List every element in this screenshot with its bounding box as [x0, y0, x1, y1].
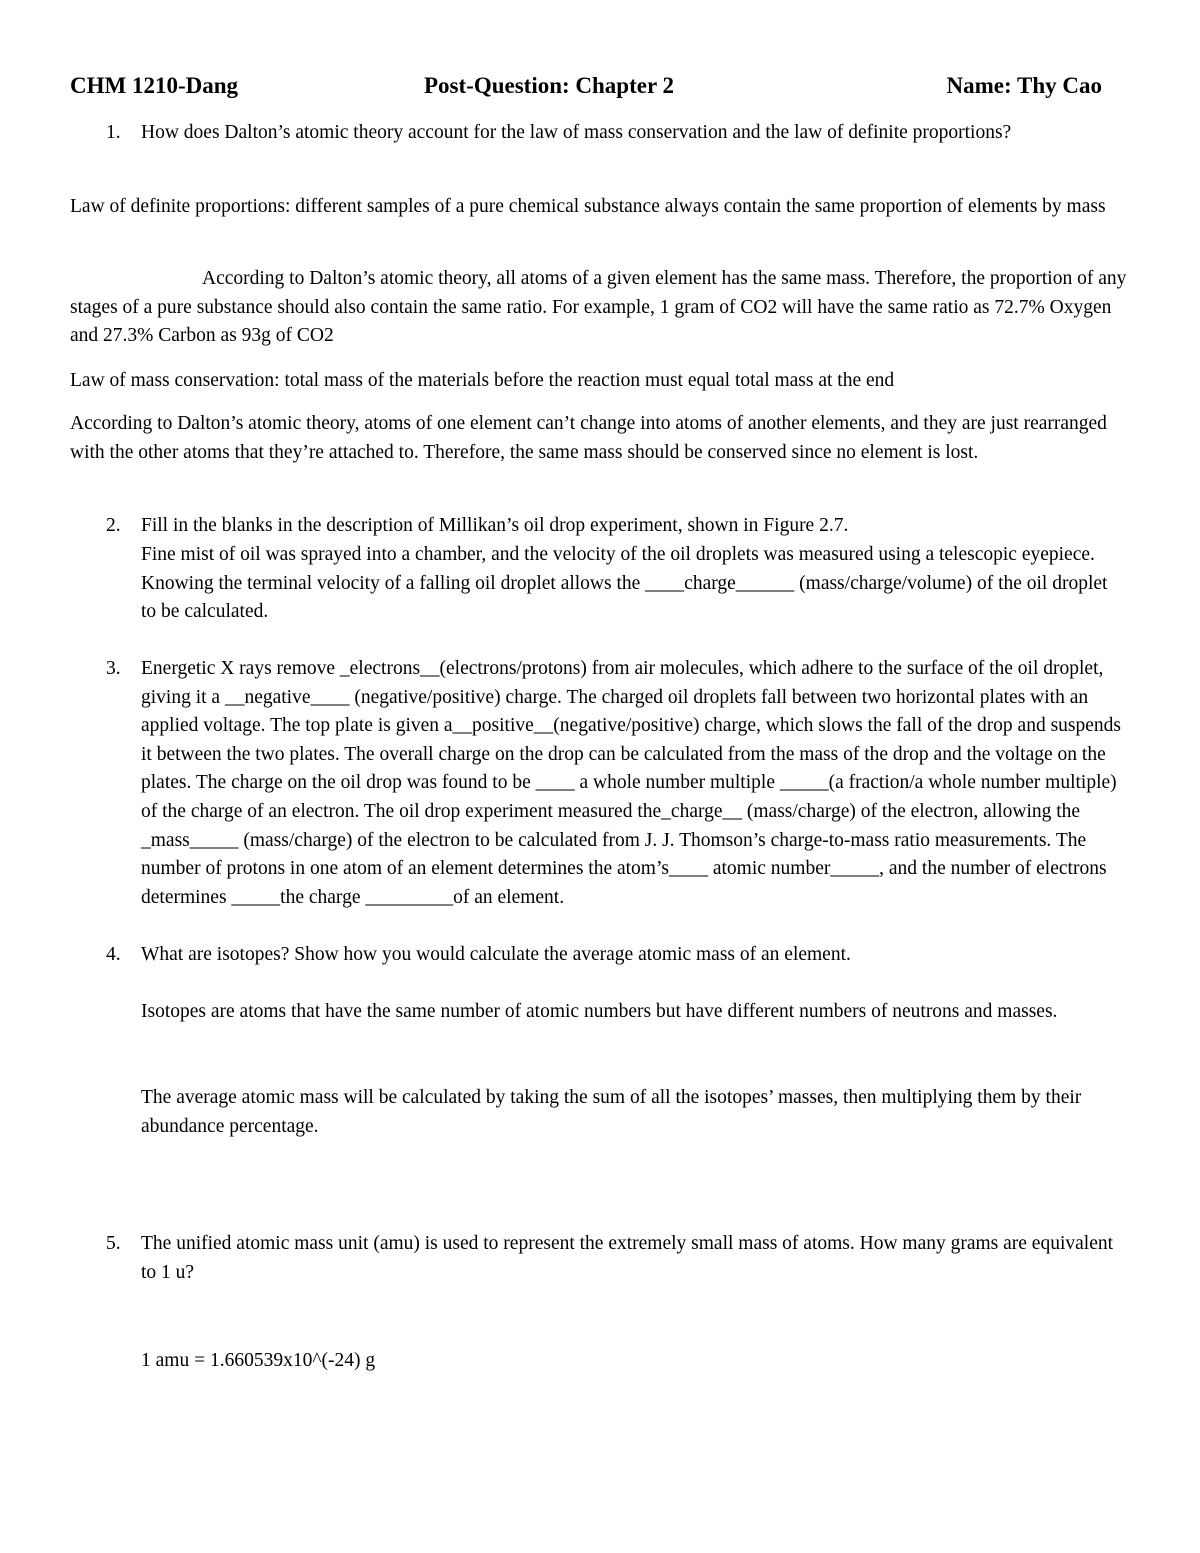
mass-conservation-definition: Law of mass conservation: total mass of the materials before the reaction must equal total mass at the end — [70, 370, 895, 391]
definite-proportions-answer: According to Dalton’s atomic theory, all atoms of a given element has the same mass. Therefore, the proportion of any stages of a pure substance should also contain the same ratio. For example, 1 gram of CO2 will have the same ratio as 72.7% Oxygen and 27.3% Carbon as 93g of CO2 — [70, 268, 1127, 347]
definite-proportions-definition: Law of definite proportions: different samples of a pure chemical substance always contain the same proportion of elements by mass — [70, 196, 1106, 217]
amu-answer: 1 amu = 1.660539x10^(-24) g — [141, 1350, 376, 1371]
question-2-number: 2. — [106, 515, 121, 536]
question-3-text: Energetic X rays remove _electrons__(electrons/protons) from air molecules, which adhere to the surface of the oil droplet, giving it a __negative____ (negative/positive) charge. The charged oil droplets fall between two horizontal plates with an applied voltage. The top plate is given a__positive__(negative/positive) charge, which slows the fall of the drop and suspends it between the two plates. The overall charge on the drop can be calculated from the mass of the drop and the voltage on the plates. The charge on the oil drop was found to be ____ a whole number multiple _____(a fraction/a whole number multiple) of the charge of an electron. The oil drop experiment measured the_charge__ (mass/charge) of the electron, allowing the _mass_____ (mass/charge) of the electron to be calculated from J. J. Thomson’s charge-to-mass ratio measurements. The number of protons in one atom of an element determines the atom’s____ atomic number_____, and the number of electrons determines _____the charge _________of an element. — [141, 658, 1122, 908]
question-2-body: Fine mist of oil was sprayed into a chamber, and the velocity of the oil droplets was measured using a telescopic eyepiece. Knowing the terminal velocity of a falling oil droplet allows the ____charge______ (mass/charge/volume) of the oil droplet to be calculated. — [141, 544, 1108, 623]
question-4-text: What are isotopes? Show how you would calculate the average atomic mass of an element. — [141, 944, 851, 965]
assignment-title: Post-Question: Chapter 2 — [424, 73, 675, 98]
student-name: Name: Thy Cao — [946, 73, 1102, 98]
question-5-text: The unified atomic mass unit (amu) is used to represent the extremely small mass of atoms. How many grams are equivalent to 1 u? — [141, 1233, 1114, 1283]
question-1-text: How does Dalton’s atomic theory account for the law of mass conservation and the law of definite proportions? — [141, 122, 1012, 143]
question-5-number: 5. — [106, 1233, 121, 1254]
question-3-number: 3. — [106, 658, 121, 679]
course-label: CHM 1210-Dang — [70, 73, 239, 98]
question-4-number: 4. — [106, 944, 121, 965]
question-2-text: Fill in the blanks in the description of Millikan’s oil drop experiment, shown in Figure 2.7. — [141, 515, 849, 536]
question-1-number: 1. — [106, 122, 121, 143]
average-mass-answer: The average atomic mass will be calculated by taking the sum of all the isotopes’ masses, then multiplying them by their abundance percentage. — [141, 1087, 1082, 1137]
isotopes-answer: Isotopes are atoms that have the same number of atomic numbers but have different numbers of neutrons and masses. — [141, 1001, 1058, 1022]
mass-conservation-answer: According to Dalton’s atomic theory, atoms of one element can’t change into atoms of another elements, and they are just rearranged with the other atoms that they’re attached to. Therefore, the same mass should be conserved since no element is lost. — [70, 413, 1107, 463]
page-header — [70, 72, 1110, 104]
